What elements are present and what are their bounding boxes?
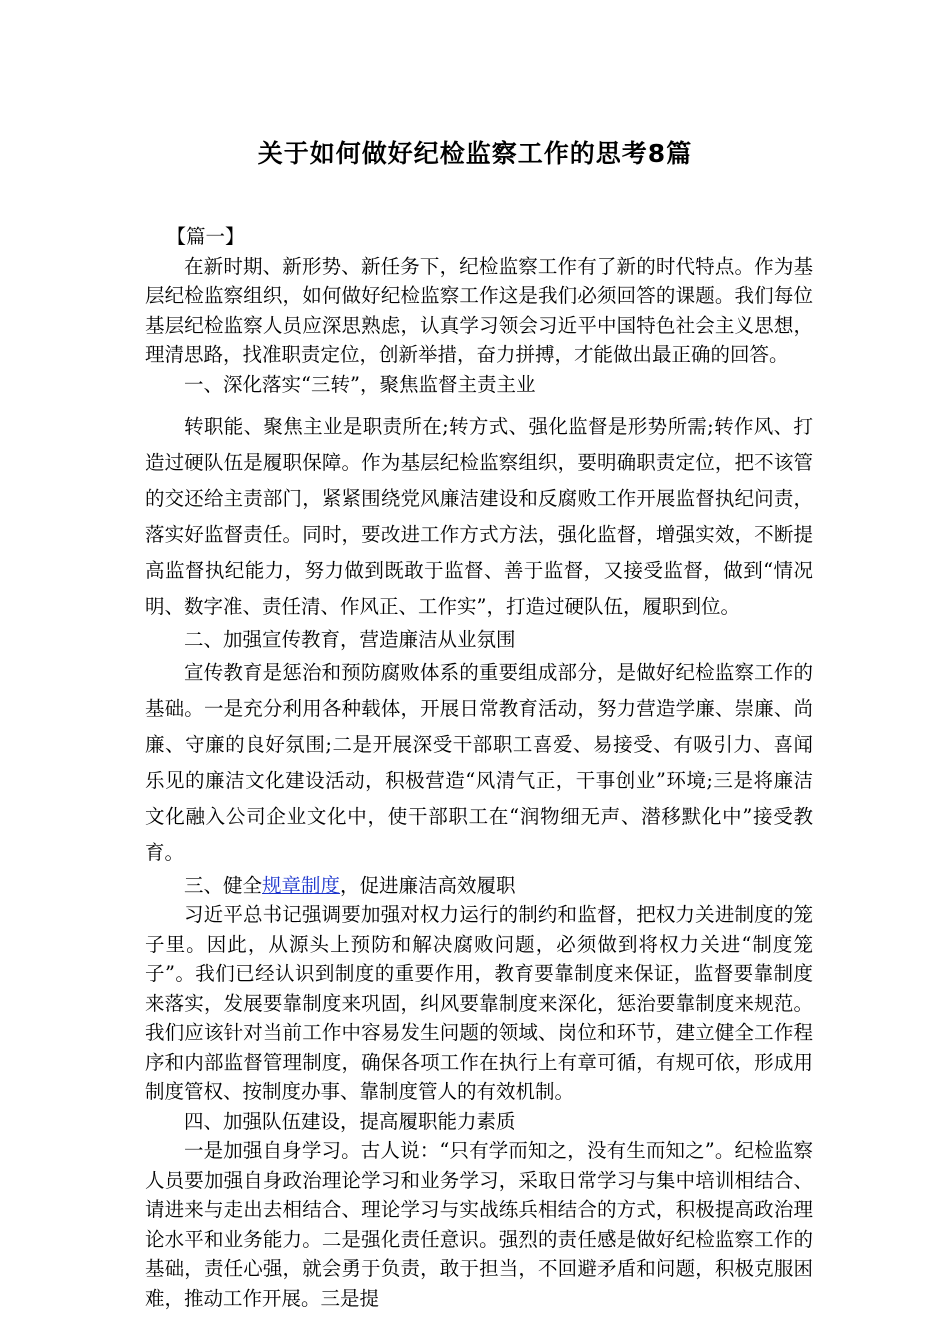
section-heading-4: 四、加强队伍建设，提高履职能力素质 — [184, 1109, 516, 1133]
section-heading-3 — [145, 871, 813, 901]
section-heading-1: 一、深化落实“三转”，聚焦监督主责主业 — [184, 372, 536, 396]
heading-3-prefix: 三、健全 — [184, 873, 263, 897]
paragraph-2: 宣传教育是惩治和预防腐败体系的重要组成部分，是做好纪检监察工作的基础。一是充分利用各种载体，开展日常教育活动，努力营造学廉、崇廉、尚廉、守廉的良好氛围;二是开展深受干部职工喜爱、易接受、有吸引力、喜闻乐见的廉洁文化建设活动，积极营造“风清气正，干事创业”环境;三是将廉洁文化融入公司企业文化中，使干部职工在“润物细无声、潜移默化中”接受教育。 — [145, 660, 813, 864]
section-label: 【篇一】 — [166, 225, 245, 248]
intro-paragraph: 在新时期、新形势、新任务下，纪检监察工作有了新的时代特点。作为基层纪检监察组织，如何做好纪检监察工作这是我们必须回答的课题。我们每位基层纪检监察人员应深思熟虑，认真学习领会习近平中国特色社会主义思想，理清思路，找准职责定位，创新举措，奋力拼搏，才能做出最正确的回答。 — [145, 254, 813, 366]
document-title: 关于如何做好纪检监察工作的思考8篇 — [257, 139, 693, 168]
heading-3-suffix: ，促进廉洁高效履职 — [340, 873, 516, 897]
section-heading-2: 二、加强宣传教育，营造廉洁从业氛围 — [184, 628, 516, 651]
paragraph-1: 转职能、聚焦主业是职责所在;转方式、强化监督是形势所需;转作风、打造过硬队伍是履职保障。作为基层纪检监察组织，要明确职责定位，把不该管的交还给主责部门，紧紧围绕党风廉洁建设和反腐败工作开展监督执纪问责，落实好监督责任。同时，要改进工作方式方法，强化监督，增强实效，不断提高监督执纪能力，努力做到既敢于监督、善于监督，又接受监督，做到“情况明、数字准、责任清、作风正、工作实”，打造过硬队伍，履职到位。 — [145, 415, 813, 618]
paragraph-4: 一是加强自身学习。古人说：“只有学而知之，没有生而知之”。纪检监察人员要加强自身政治理论学习和业务学习，采取日常学习与集中培训相结合、请进来与走出去相结合、理论学习与实战练兵相结合的方式，积极提高政治理论水平和业务能力。二是强化责任意识。强烈的责任感是做好纪检监察工作的基础，责任心强，就会勇于负责，敢于担当，不回避矛盾和问题，积极克服困难，推动工作开展。三是提 — [145, 1139, 813, 1310]
paragraph-3: 习近平总书记强调要加强对权力运行的制约和监督，把权力关进制度的笼子里。因此，从源头上预防和解决腐败问题，必须做到将权力关进“制度笼子”。我们已经认识到制度的重要作用，教育要靠制度来保证，监督要靠制度来落实，发展要靠制度来巩固，纠风要靠制度来深化，惩治要靠制度来规范。我们应该针对当前工作中容易发生问题的领域、岗位和环节，建立健全工作程序和内部监督管理制度，确保各项工作在执行上有章可循，有规可依，形成用制度管权、按制度办事、靠制度管人的有效机制。 — [145, 903, 813, 1103]
rules-link[interactable]: 规章制度 — [262, 873, 341, 897]
document-body — [145, 222, 813, 1313]
